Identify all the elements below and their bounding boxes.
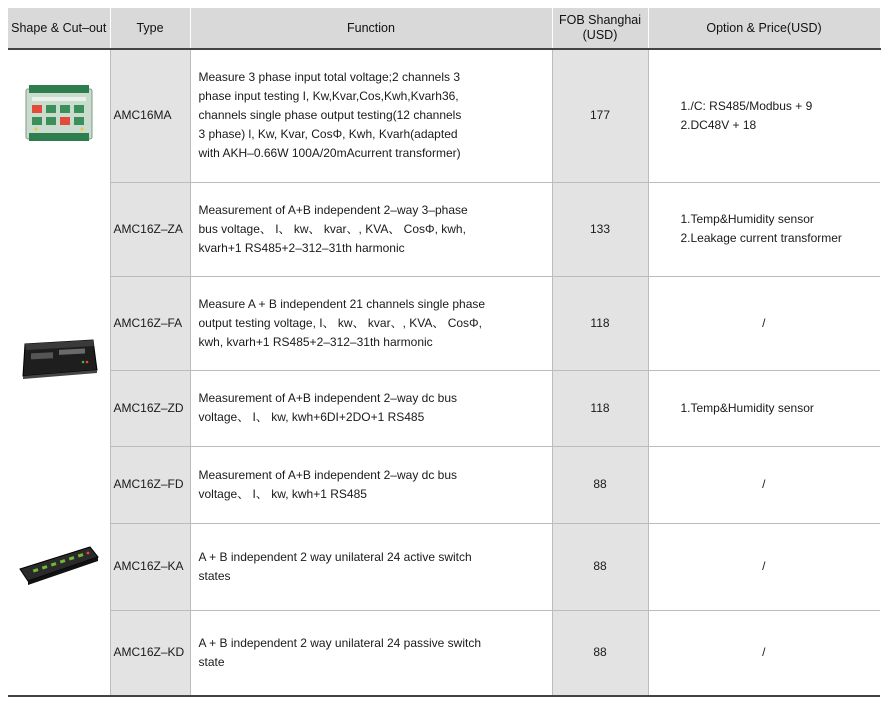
shape-cell-empty	[8, 610, 110, 696]
header-shape: Shape & Cut–out	[8, 8, 110, 49]
option-cell	[648, 49, 880, 182]
shape-cell-meter	[8, 49, 110, 182]
type-cell: AMC16MA	[110, 49, 190, 182]
price-cell: 88	[552, 446, 648, 523]
table-row	[8, 446, 880, 523]
type-cell: AMC16Z–KA	[110, 523, 190, 610]
option-line: 1.Temp&Humidity sensor	[680, 212, 814, 226]
price-cell: 88	[552, 610, 648, 696]
function-line: channels single phase output testing(12 channels	[198, 108, 462, 123]
function-line: Measurement of A+B independent 2–way dc bus	[198, 467, 458, 482]
option-cell	[648, 182, 880, 276]
table-row	[8, 610, 880, 696]
shape-cell-empty	[8, 182, 110, 276]
option-cell: 1.Temp&Humidity sensor	[648, 370, 880, 446]
option-line: 2.DC48V + 18	[680, 117, 757, 132]
type-cell: AMC16Z–FD	[110, 446, 190, 523]
function-cell	[190, 523, 552, 610]
price-table-container	[8, 8, 880, 697]
function-line: phase input testing I, Kw,Kvar,Cos,Kwh,Kvarh36,	[198, 89, 459, 104]
price-cell: 88	[552, 523, 648, 610]
price-table	[8, 8, 881, 697]
function-line: states	[198, 568, 231, 583]
price-cell: 118	[552, 276, 648, 370]
function-cell	[190, 49, 552, 182]
option-cell: /	[648, 276, 880, 370]
type-cell: AMC16Z–KD	[110, 610, 190, 696]
function-cell	[190, 182, 552, 276]
table-row	[8, 49, 880, 182]
function-line: bus voltage、 I、 kw、 kvar、, KVA、 CosΦ, kwh,	[198, 221, 466, 236]
function-line: voltage、 I、 kw, kwh+1 RS485	[198, 486, 367, 501]
function-line: Measurement of A+B independent 2–way 3–phase	[198, 202, 468, 217]
price-cell: 133	[552, 182, 648, 276]
function-line: state	[198, 654, 225, 669]
header-function: Function	[190, 8, 552, 49]
table-row	[8, 182, 880, 276]
function-line: A + B independent 2 way unilateral 24 active switch	[198, 549, 472, 564]
function-line: Measure 3 phase input total voltage;2 channels 3	[198, 70, 461, 85]
function-cell	[190, 370, 552, 446]
amc16ma-device-image	[24, 83, 94, 143]
header-type: Type	[110, 8, 190, 49]
shape-cell-empty	[8, 446, 110, 523]
table-row	[8, 276, 880, 370]
function-cell	[190, 446, 552, 523]
amc16z-device-image	[19, 336, 99, 380]
header-price-line2: (USD)	[582, 28, 618, 42]
function-cell	[190, 276, 552, 370]
type-cell: AMC16Z–FA	[110, 276, 190, 370]
price-cell: 177	[552, 49, 648, 182]
type-cell: AMC16Z–ZA	[110, 182, 190, 276]
function-line: A + B independent 2 way unilateral 24 passive switch	[198, 635, 482, 650]
function-line: with AKH–0.66W 100A/20mAcurrent transformer)	[198, 146, 461, 161]
option-cell: /	[648, 523, 880, 610]
function-line: 3 phase) l, Kw, Kvar, CosΦ, Kwh, Kvarh(adapted	[198, 127, 458, 142]
function-line: output testing voltage, I、 kw、 kvar、, KVA、 CosΦ,	[198, 315, 482, 330]
switch-module-device-image	[16, 539, 102, 589]
price-cell: 118	[552, 370, 648, 446]
header-price	[552, 8, 648, 49]
function-cell	[190, 610, 552, 696]
table-row	[8, 370, 880, 446]
function-line: kwh, kvarh+1 RS485+2–312–31th harmonic	[198, 334, 433, 349]
option-cell: /	[648, 446, 880, 523]
type-cell: AMC16Z–ZD	[110, 370, 190, 446]
function-line: Measure A + B independent 21 channels single phase	[198, 296, 486, 311]
shape-cell-dc-meter	[8, 276, 110, 446]
header-price-line1: FOB Shanghai	[559, 13, 641, 27]
function-line: kvarh+1 RS485+2–312–31th harmonic	[198, 240, 405, 255]
table-row	[8, 523, 880, 610]
option-cell: /	[648, 610, 880, 696]
function-line: voltage、 I、 kw, kwh+6DI+2DO+1 RS485	[198, 410, 425, 424]
header-option: Option & Price(USD)	[648, 8, 880, 49]
option-line: 1./C: RS485/Modbus + 9	[680, 98, 813, 113]
option-line: 2.Leakage current transformer	[680, 231, 842, 245]
header-row	[8, 8, 880, 49]
shape-cell-switch-module	[8, 523, 110, 610]
function-line: Measurement of A+B independent 2–way dc bus	[198, 391, 458, 405]
